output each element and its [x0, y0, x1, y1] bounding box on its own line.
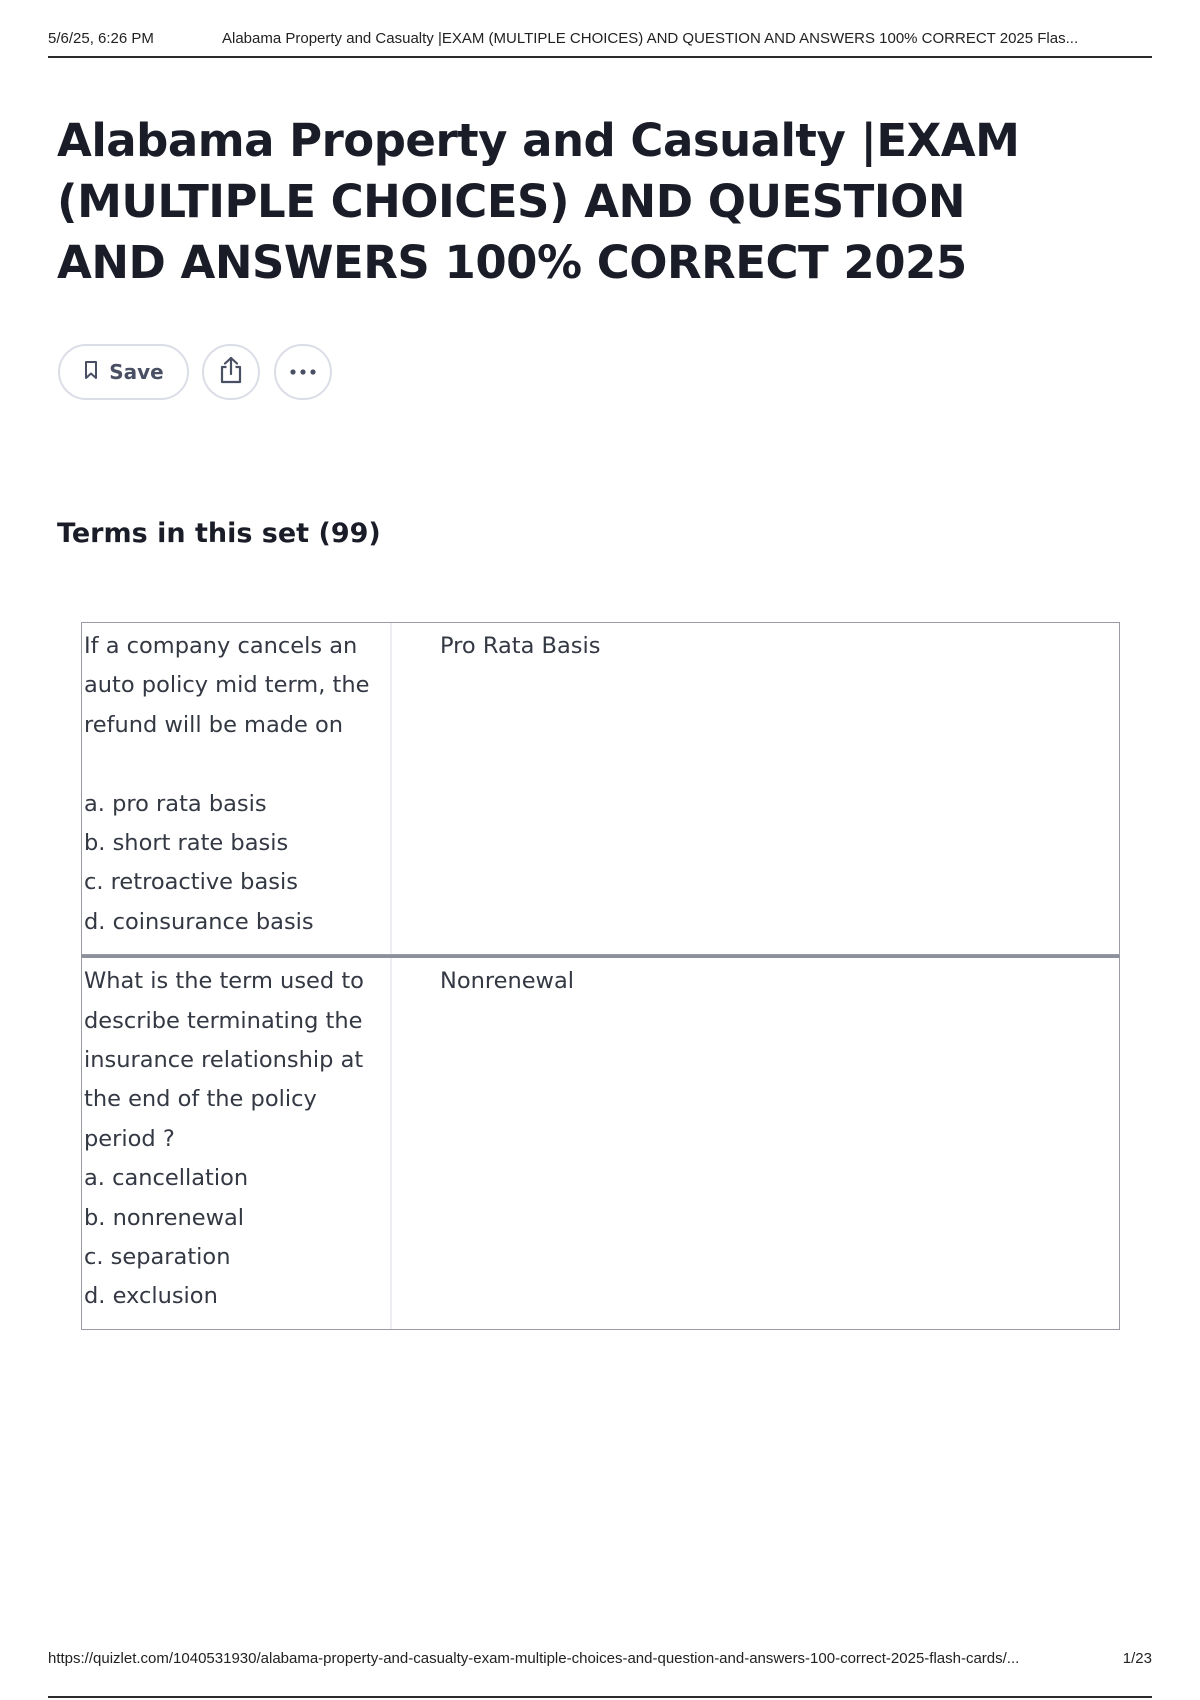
- question-line: describe terminating the: [84, 1007, 363, 1034]
- page-number: 1/23: [1122, 1650, 1152, 1667]
- question-line: refund will be made on: [84, 711, 344, 738]
- question-line: auto policy mid term, the: [84, 672, 370, 699]
- answer-option: c. retroactive basis: [84, 869, 298, 896]
- question-line: What is the term used to: [84, 968, 364, 995]
- term-question: [82, 958, 392, 1329]
- question-line: the end of the policy: [84, 1086, 317, 1113]
- share-icon: [217, 355, 245, 390]
- question-line: insurance relationship at: [84, 1047, 364, 1074]
- question-line: period ?: [84, 1125, 175, 1152]
- question-line: If a company cancels an: [84, 633, 358, 659]
- answer-option: a. cancellation: [84, 1165, 249, 1192]
- terms-list: [81, 622, 1120, 1330]
- share-button[interactable]: [202, 344, 260, 400]
- answer-option: a. pro rata basis: [84, 790, 267, 817]
- answer-option: d. coinsurance basis: [84, 908, 314, 935]
- term-definition: Pro Rata Basis: [440, 633, 601, 659]
- page-title: Alabama Property and Casualty |EXAM (MULTIPLE CHOICES) AND QUESTION AND ANSWERS 100% CORRECT 2025: [57, 114, 1020, 289]
- terms-heading: Terms in this set (99): [57, 518, 381, 549]
- bookmark-icon: [83, 360, 99, 385]
- print-date: 5/6/25, 6:26 PM: [48, 30, 154, 47]
- print-header: [48, 30, 1152, 58]
- term-definition: Nonrenewal: [440, 968, 575, 995]
- save-button-label: Save: [109, 360, 164, 384]
- term-question: [82, 623, 392, 954]
- more-options-button[interactable]: [274, 344, 332, 400]
- more-icon: [289, 363, 317, 381]
- term-card[interactable]: [81, 622, 1120, 955]
- answer-option: b. short rate basis: [84, 830, 289, 857]
- answer-option: b. nonrenewal: [84, 1204, 245, 1231]
- footer-divider: [48, 1696, 1152, 1698]
- answer-option: d. exclusion: [84, 1283, 218, 1310]
- print-document-title: Alabama Property and Casualty |EXAM (MULTIPLE CHOICES) AND QUESTION AND ANSWERS 100% CORRECT 2025 Flas...: [222, 30, 1079, 47]
- answer-option: c. separation: [84, 1244, 231, 1271]
- print-url: https://quizlet.com/1040531930/alabama-property-and-casualty-exam-multiple-choices-and-question-and-answers-100-correct-2025-flash-cards/...: [48, 1650, 1020, 1667]
- save-button[interactable]: [58, 344, 189, 400]
- term-card[interactable]: [81, 955, 1120, 1330]
